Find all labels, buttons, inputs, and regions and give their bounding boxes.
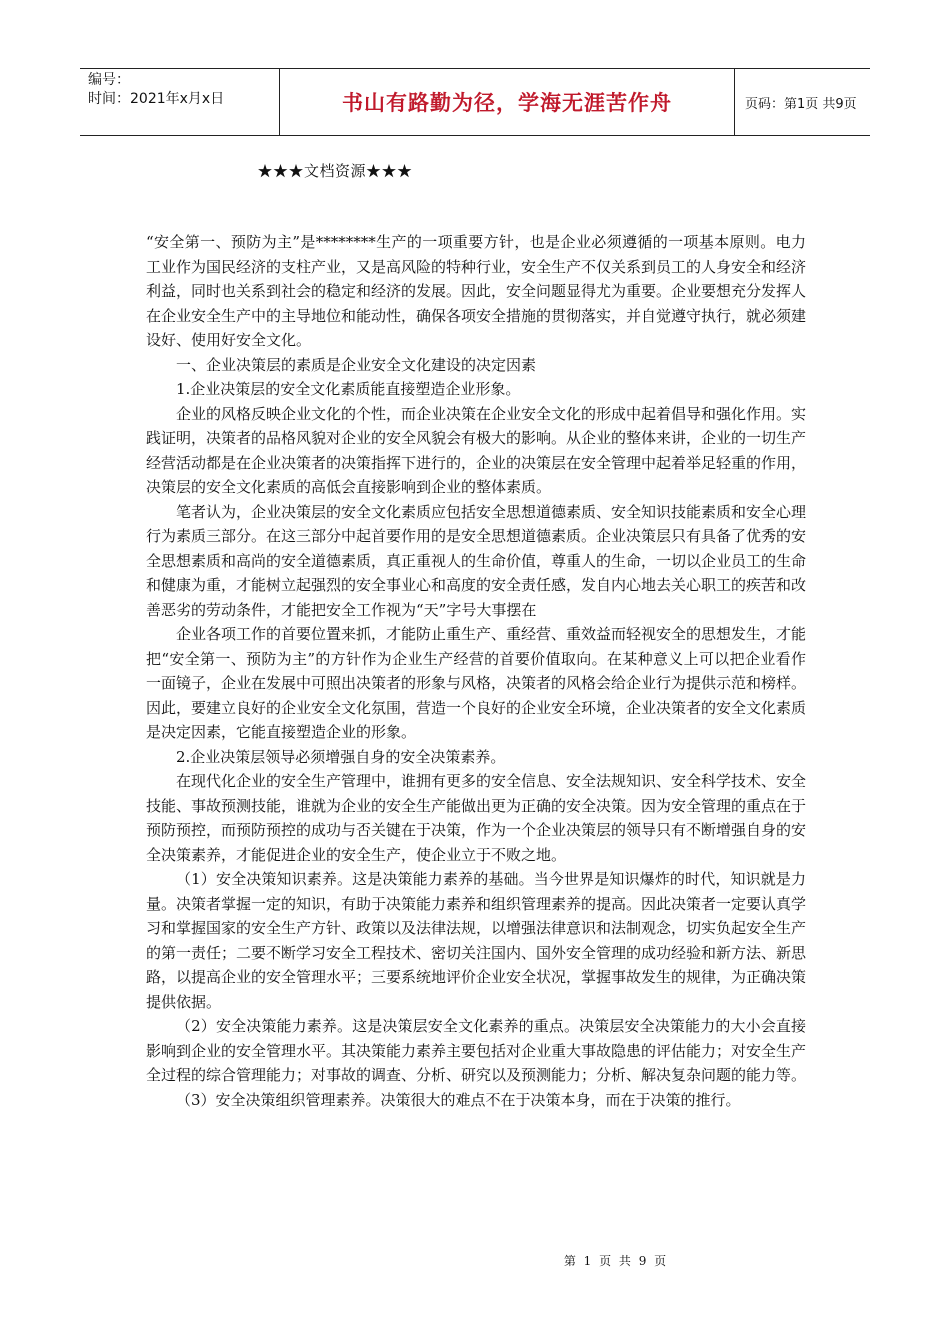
header-meta	[80, 69, 280, 135]
paragraph: （1）安全决策知识素养。这是决策能力素养的基础。当今世界是知识爆炸的时代，知识就是力量。决策者掌握一定的知识，有助于决策能力素养和组织管理素养的提高。因此决策者一定要认真学习和掌握国家的安全生产方针、政策以及法律法规，以增强法律意识和法制观念，切实负起安全生产的第一责任；二要不断学习安全工程技术、密切关注国内、国外安全管理的成功经验和新方法、新思路，以提高企业的安全管理水平；三要系统地评价企业安全状况，掌握事故发生的规律，为正确决策提供依据。	[146, 870, 807, 1011]
header-slogan-cell	[280, 69, 735, 135]
header-page-cell	[735, 69, 870, 135]
paragraph: （2）安全决策能力素养。这是决策层安全文化素养的重点。决策层安全决策能力的大小会直接影响到企业的安全管理水平。其决策能力素养主要包括对企业重大事故隐患的评估能力；对安全生产全过程的综合管理能力；对事故的调查、分析、研究以及预测能力；分析、解决复杂问题的能力等。	[146, 1017, 807, 1084]
banner-text: ★★★文档资源★★★	[257, 162, 413, 180]
page-header	[80, 68, 870, 136]
slogan: 书山有路勤为径，学海无涯苦作舟	[342, 91, 672, 115]
subheading: 2.企业决策层领导必须增强自身的安全决策素养。	[176, 747, 506, 766]
paragraph: 在现代化企业的安全生产管理中，谁拥有更多的安全信息、安全法规知识、安全科学技术、安全技能、事故预测技能，谁就为企业的安全生产能做出更为正确的安全决策。因为安全管理的重点在于预防预控，而预防预控的成功与否关键在于决策，作为一个企业决策层的领导只有不断增强自身的安全决策素养，才能促进企业的安全生产，使企业立于不败之地。	[146, 772, 807, 864]
footer-page-number: 第 1 页 共 9 页	[563, 1254, 667, 1268]
paragraph: “安全第一、预防为主”是********生产的一项重要方针，也是企业必须遵循的一项基本原则。电力工业作为国民经济的支柱产业，又是高风险的特种行业，安全生产不仅关系到员工的人身安全和经济利益，同时也关系到社会的稳定和经济的发展。因此，安全问题显得尤为重要。企业要想充分发挥人在企业安全生产中的主导地位和能动性，确保各项安全措施的贯彻落实，并自觉遵守执行，就必须建设好、使用好安全文化。	[146, 233, 807, 349]
paragraph: 企业各项工作的首要位置来抓，才能防止重生产、重经营、重效益而轻视安全的思想发生，才能把“安全第一、预防为主”的方针作为企业生产经营的首要价值取向。在某种意义上可以把企业看作一面镜子，企业在发展中可照出决策者的形象与风格，决策者的风格会给企业行为提供示范和榜样。因此，要建立良好的企业安全文化氛围，营造一个良好的企业安全环境，企业决策者的安全文化素质是决定因素，它能直接塑造企业的形象。	[146, 625, 807, 741]
paragraph: 企业的风格反映企业文化的个性，而企业决策在企业安全文化的形成中起着倡导和强化作用。实践证明，决策者的品格风貌对企业的安全风貌会有极大的影响。从企业的整体来讲，企业的一切生产经营活动都是在企业决策者的决策指挥下进行的，企业的决策层在安全管理中起着举足轻重的作用，决策层的安全文化素质的高低会直接影响到企业的整体素质。	[146, 404, 807, 496]
subheading: 1.企业决策层的安全文化素质能直接塑造企业形象。	[176, 380, 521, 398]
banner	[0, 160, 950, 181]
number-label: 编号：	[88, 72, 130, 88]
paragraph: （3）安全决策组织管理素养。决策很大的难点不在于决策本身，而在于决策的推行。	[176, 1090, 741, 1109]
document-body	[146, 230, 806, 1112]
paragraph: 笔者认为，企业决策层的安全文化素质应包括安全思想道德素质、安全知识技能素质和安全心理行为素质三部分。在这三部分中起首要作用的是安全思想道德素质。企业决策层只有具备了优秀的安全思想素质和高尚的安全道德素质，真正重视人的生命价值，尊重人的生命，一切以企业员工的生命和健康为重，才能树立起强烈的安全事业心和高度的安全责任感，发自内心地去关心职工的疾苦和改善恶劣的劳动条件，才能把安全工作视为“天”字号大事摆在	[146, 502, 807, 619]
page-footer	[0, 1252, 950, 1269]
time-label: 时间：2021年x月x日	[88, 91, 225, 107]
page-info: 页码：第1页 共9页	[745, 96, 857, 112]
section-heading: 一、企业决策层的素质是企业安全文化建设的决定因素	[176, 355, 537, 374]
